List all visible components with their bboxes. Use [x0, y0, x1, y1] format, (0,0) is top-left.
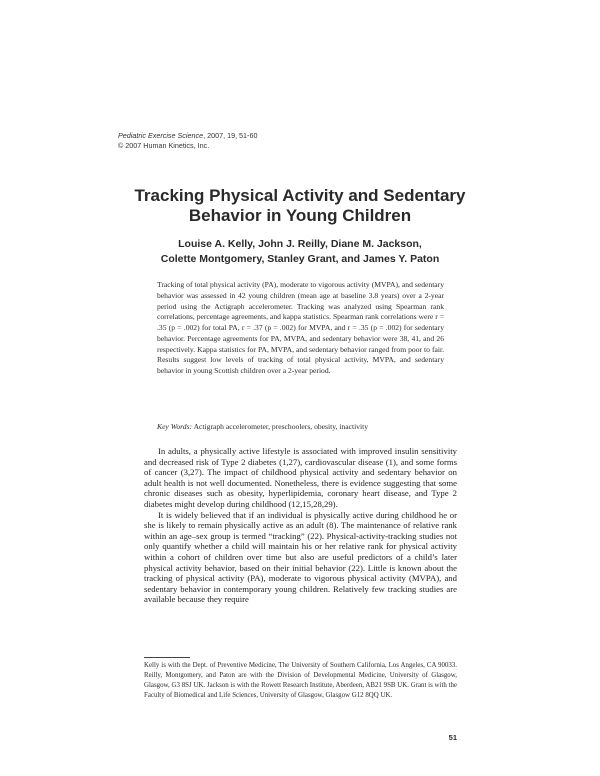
journal-citation: [118, 131, 418, 141]
body-text: [144, 446, 457, 605]
authors-line-2: Colette Montgomery, Stanley Grant, and James Y. Paton: [160, 253, 440, 265]
footnote-divider: [144, 657, 190, 658]
abstract-text: Tracking of total physical activity (PA), moderate to vigorous activity (MVPA), and sedentary behavior was assessed in 42 young children (mean age at baseline 3.8 years) over a 2-year period using the Actigraph accelerometer. Tracking was analyzed using Spearman rank correlations, percentage agreements, and kappa statistics. Spearman rank correlations were r = .35 (p = .002) for total PA, r = .37 (p = .002) for MVPA, and r = .35 (p = .002) for sedentary behavior. Percentage agreements for PA, MVPA, and sedentary behavior were 38, 41, and 26 respectively. Kappa statistics for PA, MVPA, and sedentary behavior ranged from poor to fair. Results suggest low levels of tracking of total physical activity, MVPA, and sedentary behavior in young Scottish children over a 2-year period.: [157, 280, 444, 375]
author-affiliations-footnote: Kelly is with the Dept. of Preventive Medicine, The University of Southern California, Los Angeles, CA 90033. Reilly, Montgomery, and Paton are with the Division of Developmental Medicine, University of Glasgow, Glasgow, G3 8SJ UK. Jackson is with the Rowett Research Institute, Aberdeen, AB21 9SB UK. Grant is with the Faculty of Biomedical and Life Sciences, University of Glasgow, Glasgow G12 8QQ UK.: [144, 662, 457, 699]
title-line-1: Tracking Physical Activity and Sedentary: [134, 186, 466, 205]
title-line-2: Behavior in Young Children: [188, 206, 412, 225]
body-paragraph-1: In adults, a physically active lifestyle is associated with improved insulin sensitivity and decreased risk of Type 2 diabetes (1,27), cardiovascular disease (1), and some forms of cancer (3,27). The impact of childhood physical activity and sedentary behavior on adult health is not well documented. Nonetheless, there is evidence suggesting that some chronic diseases such as obesity, hyperlipidemia, coronary heart disease, and Type 2 diabetes might develop during childhood (12,15,28,29).: [144, 446, 457, 509]
journal-name: Pediatric Exercise Science: [118, 131, 204, 140]
journal-header: [118, 131, 418, 151]
abstract: [157, 280, 444, 377]
journal-volume-pages: , 2007, 19, 51-60: [203, 131, 258, 140]
author-list: [130, 237, 470, 267]
authors-line-1: Louise A. Kelly, John J. Reilly, Diane M. Jackson,: [178, 238, 422, 250]
body-paragraph-2: It is widely believed that if an individual is physically active during childhood he or she is likely to remain physically active as an adult (8). The maintenance of relative rank within an age–sex group is termed “tracking” (22). Physical-activity-tracking studies not only quantify whether a child will maintain his or her relative rank for physical activity within a cohort of children over time but also are useful predictors of a child’s later physical activity behavior, based on their initial behavior (22). Little is known about the tracking of physical activity (PA), moderate to vigorous physical activity (MVPA), and sedentary behavior in contemporary young children. Relatively few tracking studies are available because they require: [144, 509, 457, 605]
keywords-label: Key Words:: [157, 422, 193, 431]
keywords: [157, 422, 444, 432]
page-number: 51: [448, 733, 457, 742]
keywords-text: Actigraph accelerometer, preschoolers, obesity, inactivity: [192, 422, 368, 431]
paper-title: [100, 186, 500, 226]
copyright-line: © 2007 Human Kinetics, Inc.: [118, 141, 210, 150]
